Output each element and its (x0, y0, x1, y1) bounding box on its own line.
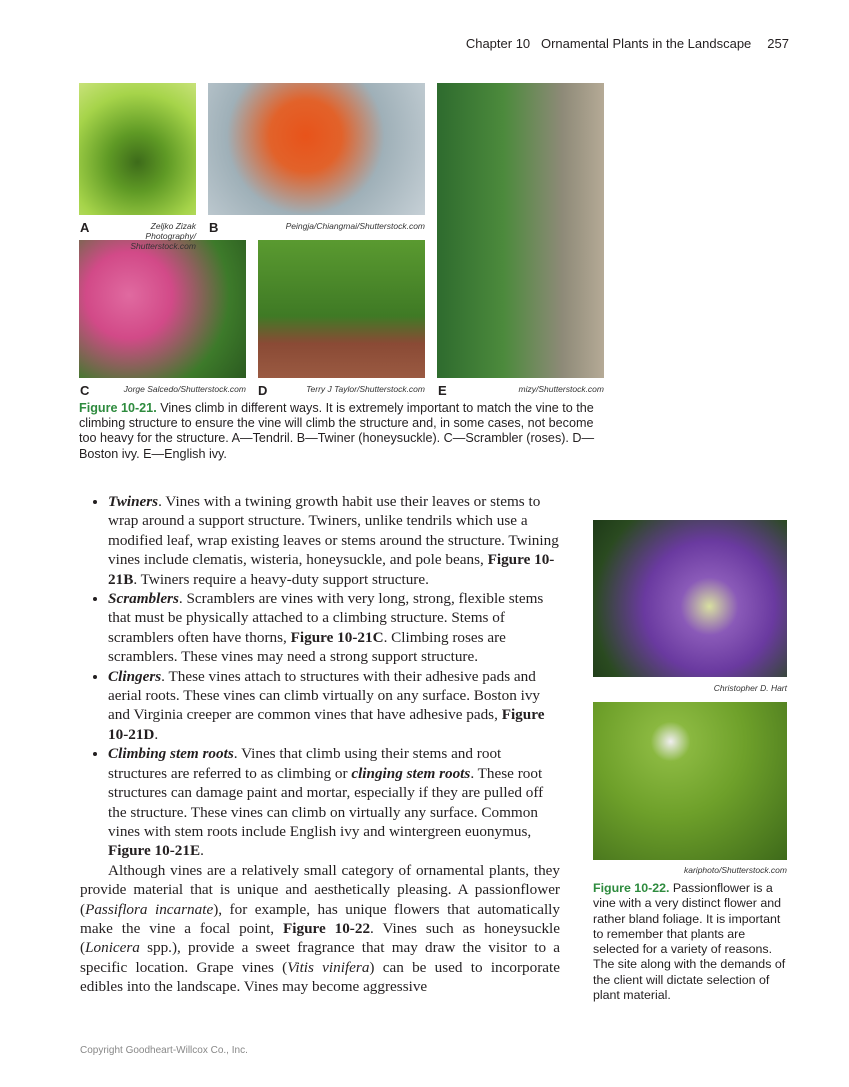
photo-tendril (79, 83, 196, 215)
photo-passionflower-foliage (593, 702, 787, 860)
panel-label-c: C (80, 383, 90, 398)
figure-reference: Figure 10-21D (108, 706, 545, 743)
photo-credit-a: Zeljko Zizak Photography/ Shutterstock.com (130, 221, 196, 251)
photo-honeysuckle (208, 83, 425, 215)
list-item: • Climbing stem roots. Vines that climb using their stems and root structures are referred to as climbing or clinging stem roots. These root structures can damage paint and mortar, especially if they are pulled off the structure. These vines can climb on virtually any surface. Common vines with stem roots include English ivy and wintergreen euonymus, Figure 10-21E. (108, 744, 560, 860)
photo-credit: kariphoto/Shutterstock.com (684, 865, 787, 875)
figure-label: Figure 10-22. (593, 881, 670, 895)
running-header (466, 36, 789, 51)
vine-types-list (80, 492, 560, 861)
list-item: • Twiners. Vines with a twining growth habit use their leaves or stems to wrap around a support structure. Twiners, unlike tendrils which use a modified leaf, wrap existing leaves or stems around the structure. Twining vines include clematis, wisteria, honeysuckle, and pole beans, Figure 10-21B. Twiners require a heavy-duty support structure. (108, 492, 560, 589)
page-number: 257 (767, 36, 789, 51)
figure-10-22-caption (593, 881, 793, 1003)
photo-roses (79, 240, 246, 378)
photo-credit: Christopher D. Hart (713, 683, 787, 693)
figure-reference: Figure 10-21C (290, 628, 384, 646)
figure-10-21-caption (79, 401, 609, 462)
figure-reference: Figure 10-21E (108, 842, 201, 860)
panel-label-d: D (258, 383, 268, 398)
paragraph: Although vines are a relatively small category of ornamental plants, they provide material that is unique and aesthetically pleasing. A passionflower (Passiflora incarnate), for example, has unique flowers that automatically make the vine a focal point, Figure 10-22. Vines such as honeysuckle (Lonicera spp.), provide a sweet fragrance that may draw the visitor to a specific location. Grape vines (Vitis vinifera) can be used to incorporate edibles into the landscape. Vines may become aggressive (80, 861, 561, 996)
photo-passionflower (593, 520, 787, 677)
caption-text: Vines climb in different ways. It is extremely important to match the vine to the climbing structure to ensure the vine will climb the structure and, in some cases, not become too heavy for the structure. A—Tendril. B—Twiner (honeysuckle). C—Scrambler (roses). D—Boston ivy. E—English ivy. (79, 401, 595, 461)
photo-credit-b: Peingja/Chiangmai/Shutterstock.com (285, 221, 425, 231)
copyright-footer: Copyright Goodheart-Willcox Co., Inc. (80, 1045, 248, 1056)
photo-english-ivy (437, 83, 604, 378)
list-item: • Clingers. These vines attach to structures with their adhesive pads and aerial roots. These vines can climb virtually on any surface. Boston ivy and Virginia creeper are common vines that have adhesive pads, Figure 10-21D. (108, 667, 560, 745)
figure-label: Figure 10-21. (79, 401, 157, 415)
panel-label-b: B (209, 220, 219, 235)
photo-credit-d: Terry J Taylor/Shutterstock.com (306, 384, 425, 394)
panel-label-a: A (80, 220, 90, 235)
body-text (80, 492, 560, 997)
caption-text: Passionflower is a vine with a very distinct flower and rather bland foliage. It is important to remember that plants are selected for a variety of reasons. The site along with the demands of the client will dictate selection of plant material. (593, 881, 786, 1003)
chapter-title: Chapter 10 Ornamental Plants in the Landscape (465, 36, 752, 51)
photo-boston-ivy (258, 240, 425, 378)
panel-label-e: E (438, 383, 447, 398)
photo-credit-c: Jorge Salcedo/Shutterstock.com (123, 384, 246, 394)
figure-reference: Figure 10-21B (108, 551, 555, 588)
photo-credit-e: mizy/Shutterstock.com (518, 384, 604, 394)
list-item: • Scramblers. Scramblers are vines with very long, strong, flexible stems that must be physically attached to a climbing structure. Stems of scramblers often have thorns, Figure 10-21C. Climbing roses are scramblers. These vines may need a strong support structure. (108, 589, 560, 667)
